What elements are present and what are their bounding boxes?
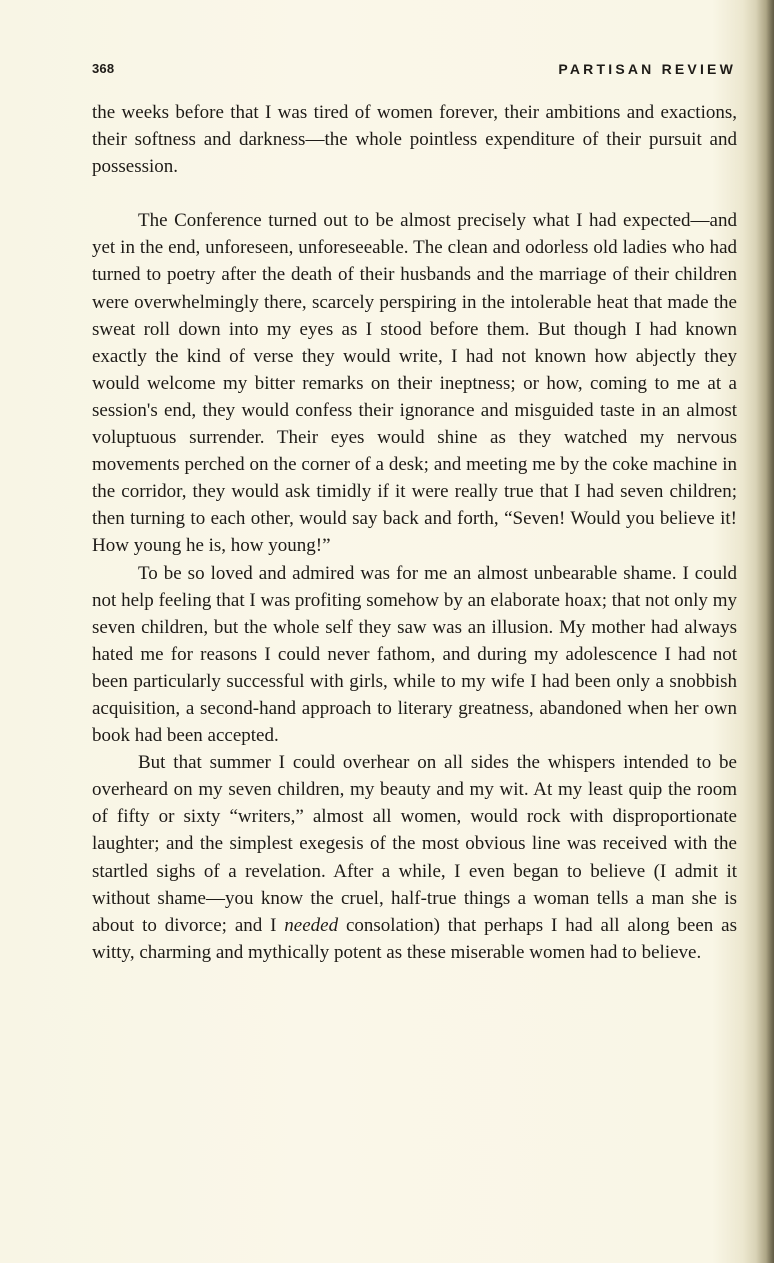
page-header [92, 61, 736, 81]
paragraph-summer-text-before: But that summer I could overhear on all sides the whispers intended to be overheard on my seven children, my beauty and my wit. At my least quip the room of fifty or sixty “writers,” almost all women, would rock with disproportionate laughter; and the simplest exegesis of the most obvious line was received with the startled sighs of a revelation. After a while, I even began to believe (I admit it without shame—you know the cruel, half-true things a woman tells a man she is about to divorce; and I [92, 752, 737, 936]
running-head: PARTISAN REVIEW [558, 61, 736, 77]
emphasis-needed: needed [284, 914, 339, 936]
body-text [92, 99, 737, 966]
page-number: 368 [92, 61, 115, 76]
page-edge-shadow [756, 0, 774, 1263]
paragraph-summer [92, 749, 737, 966]
paragraph-conference: The Conference turned out to be almost precisely what I had expected—and yet in the end, unforeseen, unforeseeable. The clean and odorless old ladies who had turned to poetry after the death of their husbands and the marriage of their children were overwhelmingly there, scarcely perspiring in the intolerable heat that made the sweat roll down into my eyes as I stood before them. But though I had known exactly the kind of verse they would write, I had not known how abjectly they would welcome my bitter remarks on their ineptness; or how, coming to me at a session's end, they would confess their ignorance and misguided taste in an almost voluptuous surrender. Their eyes would shine as they watched my nervous movements perched on the corner of a desk; and meeting me by the coke machine in the corridor, they would ask timidly if it were really true that I had seven children; then turning to each other, would say back and forth, “Seven! Would you believe it! How young he is, how young!” [92, 210, 737, 557]
paragraph-continued: the weeks before that I was tired of women forever, their ambitions and exactions, their softness and darkness—the whole pointless expenditure of their pursuit and possession. [92, 102, 737, 178]
paragraph-summer-text-after: consolation) that perhaps I had all along been as witty, charming and mythically potent as these miserable women had to believe. [92, 914, 737, 963]
paragraph-shame: To be so loved and admired was for me an almost unbearable shame. I could not help feeling that I was profiting somehow by an elaborate hoax; that not only my seven children, but the whole self they saw was an illusion. My mother had always hated me for reasons I could never fathom, and during my adolescence I had not been particularly successful with girls, while to my wife I had been only a snobbish acquisition, a second-hand approach to literary greatness, abandoned when her own book had been accepted. [92, 562, 737, 747]
